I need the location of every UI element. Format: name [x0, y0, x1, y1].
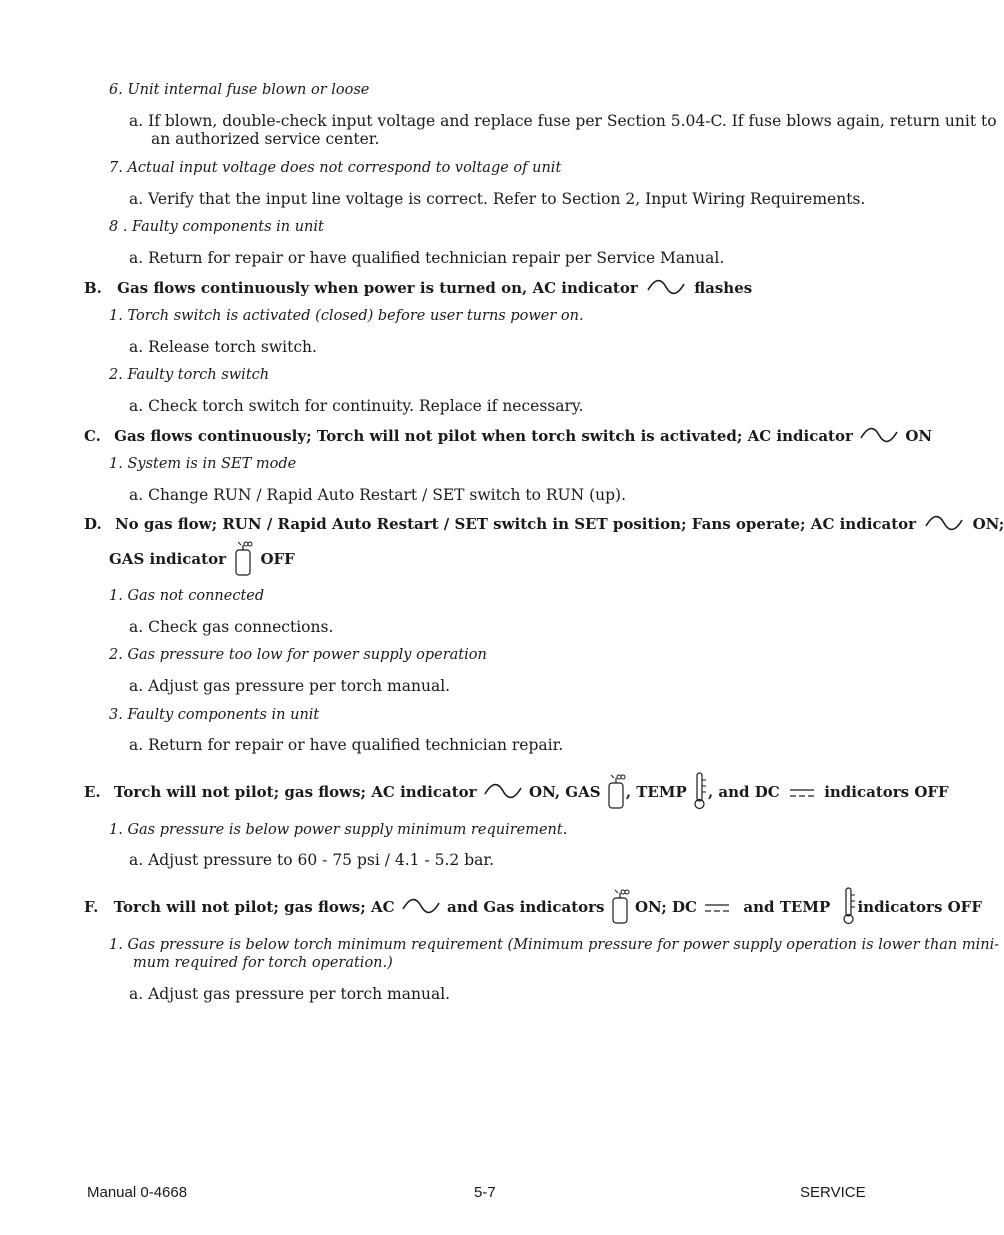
heading-f: [84, 887, 982, 929]
action-6a-line1: a. If blown, double-check input voltage and replace fuse per Section 5.04-C. If fuse blows again, return unit to: [129, 112, 997, 130]
heading-d-letter: D.: [84, 515, 102, 533]
cause-b2: 2. Faulty torch switch: [109, 367, 270, 383]
cause-d3: 3. Faulty components in unit: [109, 707, 320, 723]
heading-e: [84, 772, 949, 814]
heading-e-on-gas: ON, GAS: [529, 783, 601, 801]
heading-e-end: indicators OFF: [824, 783, 949, 801]
gas-cylinder-icon: [233, 540, 253, 580]
gas-cylinder-icon: [606, 773, 626, 813]
heading-c-text: Gas flows continuously; Torch will not pilot when torch switch is activated; AC indicator: [114, 427, 853, 445]
ac-sine-icon: [484, 784, 522, 802]
heading-d-line2-end: OFF: [260, 550, 295, 568]
ac-sine-icon: [925, 516, 963, 534]
footer-page-number: 5-7: [474, 1184, 496, 1201]
action-b1a: a. Release torch switch.: [129, 338, 317, 356]
thermometer-icon: [692, 772, 708, 814]
footer-section: SERVICE: [800, 1184, 866, 1201]
action-e1a: a. Adjust pressure to 60 - 75 psi / 4.1 - 5.2 bar.: [129, 851, 494, 869]
heading-c-end: ON: [905, 427, 933, 445]
cause-c1: 1. System is in SET mode: [109, 456, 297, 472]
cause-e1: 1. Gas pressure is below power supply minimum requirement.: [109, 822, 568, 838]
action-c1a: a. Change RUN / Rapid Auto Restart / SET switch to RUN (up).: [129, 486, 627, 504]
dc-icon: [704, 899, 730, 917]
gas-cylinder-icon: [610, 888, 630, 928]
heading-c: [84, 427, 932, 446]
cause-d1: 1. Gas not connected: [109, 588, 265, 604]
action-7a: a. Verify that the input line voltage is correct. Refer to Section 2, Input Wiring Requirements.: [129, 190, 866, 208]
ac-sine-icon: [402, 899, 440, 917]
cause-6: 6. Unit internal fuse blown or loose: [109, 82, 370, 98]
thermometer-icon: [841, 887, 857, 929]
action-d2a: a. Adjust gas pressure per torch manual.: [129, 677, 451, 695]
heading-d-line2-text: GAS indicator: [109, 550, 226, 568]
heading-e-temp: , TEMP: [625, 783, 687, 801]
footer-manual-number: Manual 0-4668: [87, 1184, 188, 1201]
action-d1a: a. Check gas connections.: [129, 618, 334, 636]
action-f1a: a. Adjust gas pressure per torch manual.: [129, 985, 451, 1003]
action-6a-line2: an authorized service center.: [151, 130, 380, 148]
heading-e-letter: E.: [84, 783, 101, 801]
heading-d: [84, 515, 1004, 534]
cause-f1-line1: 1. Gas pressure is below torch minimum requirement (Minimum pressure for power supply operation is lower than mini-: [109, 937, 1000, 953]
heading-d-text: No gas flow; RUN / Rapid Auto Restart / SET switch in SET position; Fans operate; AC indicator: [114, 515, 917, 533]
heading-f-text: Torch will not pilot; gas flows; AC: [113, 898, 395, 916]
heading-b-end: flashes: [694, 279, 753, 297]
dc-icon: [789, 784, 815, 802]
cause-8: 8 . Faulty components in unit: [109, 219, 324, 235]
cause-b1: 1. Torch switch is activated (closed) before user turns power on.: [109, 308, 584, 324]
heading-e-text: Torch will not pilot; gas flows; AC indicator: [113, 783, 477, 801]
action-b2a: a. Check torch switch for continuity. Replace if necessary.: [129, 397, 584, 415]
heading-f-end: indicators OFF: [857, 898, 982, 916]
heading-f-letter: F.: [84, 898, 99, 916]
action-d3a: a. Return for repair or have qualified technician repair.: [129, 736, 564, 754]
heading-f-temp: and TEMP: [743, 898, 831, 916]
heading-b-text: Gas flows continuously when power is turned on, AC indicator: [117, 279, 638, 297]
cause-f1-line2: mum required for torch operation.): [133, 955, 393, 971]
action-8a: a. Return for repair or have qualified technician repair per Service Manual.: [129, 249, 725, 267]
cause-d2: 2. Gas pressure too low for power supply operation: [109, 647, 487, 663]
heading-d-end: ON;: [972, 515, 1004, 533]
heading-b: [84, 279, 752, 298]
heading-d-line2: [109, 540, 295, 580]
cause-7: 7. Actual input voltage does not correspond to voltage of unit: [109, 160, 562, 176]
ac-sine-icon: [647, 280, 685, 298]
ac-sine-icon: [860, 428, 898, 446]
heading-f-gas: and Gas indicators: [447, 898, 605, 916]
heading-b-letter: B.: [84, 279, 102, 297]
heading-e-and-dc: , and DC: [707, 783, 780, 801]
heading-c-letter: C.: [84, 427, 101, 445]
heading-f-on-dc: ON; DC: [634, 898, 697, 916]
